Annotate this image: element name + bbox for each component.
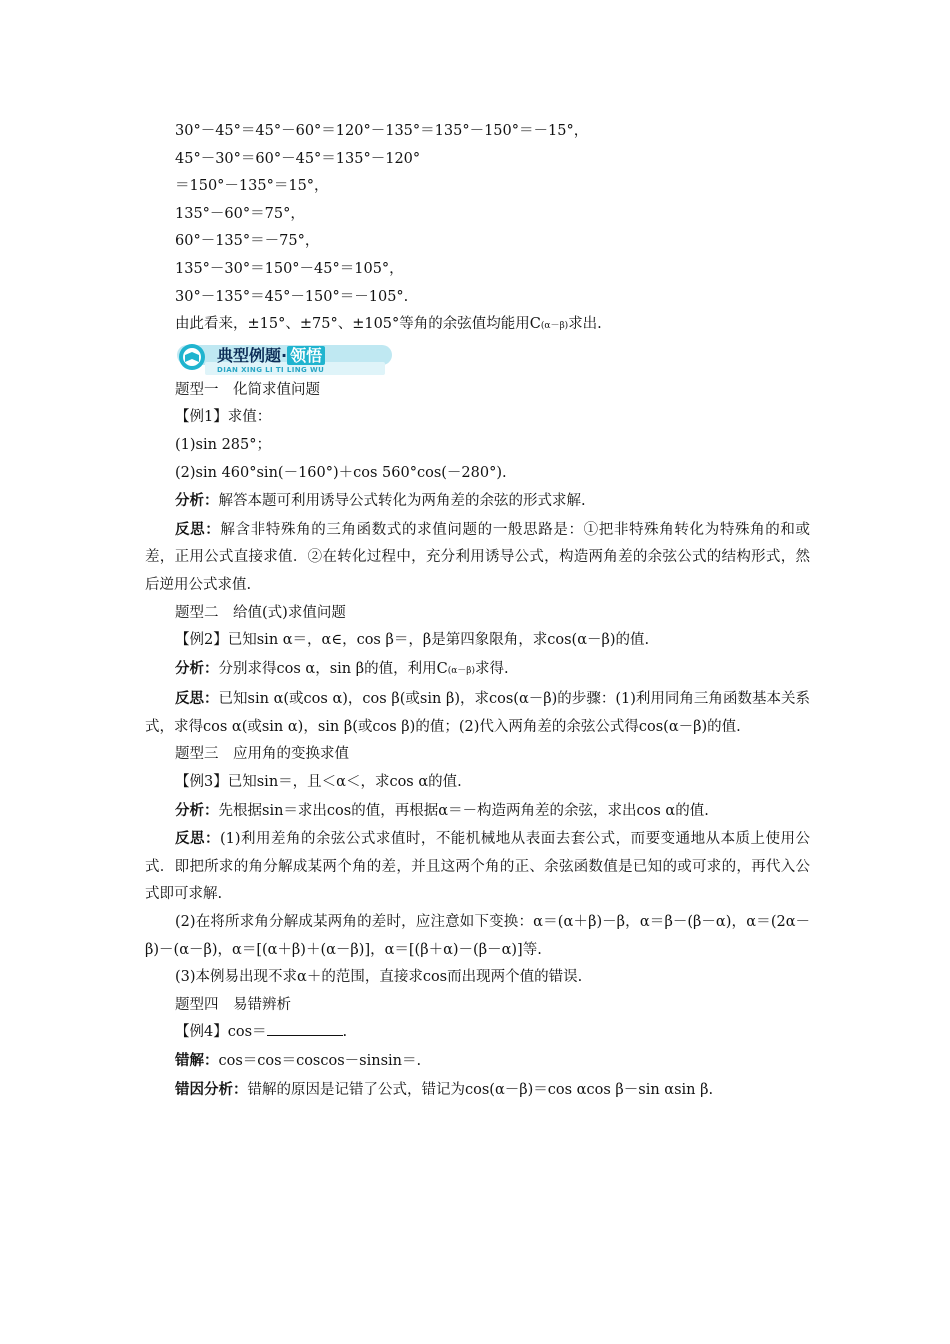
error-analysis-text: 错解的原因是记错了公式，错记为cos(α－β)＝cos αcos β－sin αsin β. <box>247 1081 714 1098</box>
equation-line-4: 135°－60°＝75°， <box>175 205 305 222</box>
banner-subtitle: DIAN XING LI TI LING WU <box>217 365 325 374</box>
example2-reflection <box>145 685 810 741</box>
example3-text: 已知sin＝，且＜α＜，求cos α的值. <box>227 774 462 791</box>
banner-highlight: 领悟 <box>287 346 325 365</box>
wrong-solution <box>145 1047 810 1076</box>
equation-line-3: ＝150°－135°＝15°， <box>175 178 329 195</box>
example1-reflection <box>145 516 810 600</box>
reflection-label: 反思： <box>175 830 220 848</box>
example4-text: cos＝ <box>227 1024 267 1041</box>
example1-analysis <box>145 487 810 516</box>
summary-subscript: (α－β) <box>540 321 569 332</box>
banner-title-text: 典型例题· <box>217 345 288 365</box>
reflection-text: 已知sin α(或cos α)，cos β(或sin β)，求cos(α－β)的步骤：(1)利用同角三角函数基本关系式，求得cos α(或sin α)，sin β(或cos β)的值；(2)代入两角差的余弦公式得cos(α－β)的值. <box>145 691 810 735</box>
example1 <box>145 404 810 432</box>
example4-end: . <box>342 1024 348 1041</box>
example1-label: 【例1】 <box>175 409 228 426</box>
type2-heading: 题型二 给值(式)求值问题 <box>175 604 346 621</box>
example1-text: 求值： <box>227 409 272 426</box>
analysis-label: 分析： <box>175 659 219 677</box>
error-analysis <box>145 1076 810 1105</box>
analysis-end: 求得. <box>475 660 509 677</box>
example1-q1: (1)sin 285°； <box>175 436 271 453</box>
reflection-text: (1)利用差角的余弦公式求值时，不能机械地从表面去套公式，而要变通地从本质上使用公式．即把所求的角分解成某两个角的差，并且这两个角的正、余弦函数值是已知的或可求的，再代入公式即可求解. <box>145 831 810 903</box>
document-content <box>145 118 810 1104</box>
equation-line-1: 30°－45°＝45°－60°＝120°－135°＝135°－150°＝－15°， <box>175 123 589 139</box>
example3-label: 【例3】 <box>175 774 228 791</box>
error-analysis-label: 错因分析： <box>175 1080 248 1098</box>
analysis-text: 解答本题可利用诱导公式转化为两角差的余弦的形式求解. <box>218 493 586 510</box>
type3-heading: 题型三 应用角的变换求值 <box>175 746 349 763</box>
summary-line <box>145 311 810 341</box>
equation-line-2: 45°－30°＝60°－45°＝135°－120° <box>175 150 421 167</box>
example1-q2: (2)sin 460°sin(－160°)＋cos 560°cos(－280°). <box>175 464 507 481</box>
example2-text: 已知sin α＝，α∈，cos β＝，β是第四象限角，求cos(α－β)的值. <box>227 632 650 649</box>
example4 <box>145 1019 810 1047</box>
example3 <box>145 769 810 797</box>
analysis-label: 分析： <box>175 801 219 819</box>
example2-label: 【例2】 <box>175 632 228 649</box>
analysis-subscript: (α－β) <box>447 665 476 676</box>
type4-heading: 题型四 易错辨析 <box>175 996 291 1013</box>
example2 <box>145 627 810 655</box>
type1-heading: 题型一 化简求值问题 <box>175 381 320 398</box>
equation-line-6: 135°－30°＝150°－45°＝105°， <box>175 260 404 277</box>
analysis-text: 分别求得cos α，sin β的值，利用C <box>218 660 448 677</box>
reflection-text: 解含非特殊角的三角函数式的求值问题的一般思路是：①把非特殊角转化为特殊角的和或差，正用公式直接求值．②在转化过程中，充分利用诱导公式，构造两角差的余弦公式的结构形式，然后逆用公式求值. <box>145 521 811 593</box>
example3-analysis <box>145 797 810 826</box>
summary-end: 求出. <box>568 316 602 333</box>
equation-line-5: 60°－135°＝－75°， <box>175 233 320 250</box>
example3-reflection-1 <box>145 825 810 909</box>
wrong-solution-text: cos＝cos＝coscos－sinsin＝. <box>218 1053 422 1069</box>
section-banner <box>175 343 810 377</box>
reflection-label: 反思： <box>175 690 219 708</box>
example3-reflection-3: (3)本例易出现不求α＋的范围，直接求cos而出现两个值的错误. <box>175 969 583 986</box>
reflection-label: 反思： <box>175 520 221 538</box>
summary-text: 由此看来，±15°、±75°、±105°等角的余弦值均能用C <box>175 316 541 333</box>
example3-reflection-2: (2)在将所求角分解成某两角的差时，应注意如下变换：α＝(α＋β)－β，α＝β－(β－α)，α＝(2α－β)－(α－β)，α＝[(α＋β)＋(α－β)]，α＝[(β＋α)－(β－α)]等. <box>145 914 811 958</box>
example4-label: 【例4】 <box>175 1024 228 1041</box>
equation-line-7: 30°－135°＝45°－150°＝－105°. <box>175 288 409 305</box>
analysis-label: 分析： <box>175 492 219 510</box>
banner-title <box>217 345 325 367</box>
wrong-solution-label: 错解： <box>175 1052 219 1069</box>
analysis-text: 先根据sin＝求出cos的值，再根据α＝－构造两角差的余弦，求出cos α的值. <box>218 802 709 819</box>
example2-analysis <box>145 655 810 686</box>
answer-blank <box>267 1021 343 1036</box>
